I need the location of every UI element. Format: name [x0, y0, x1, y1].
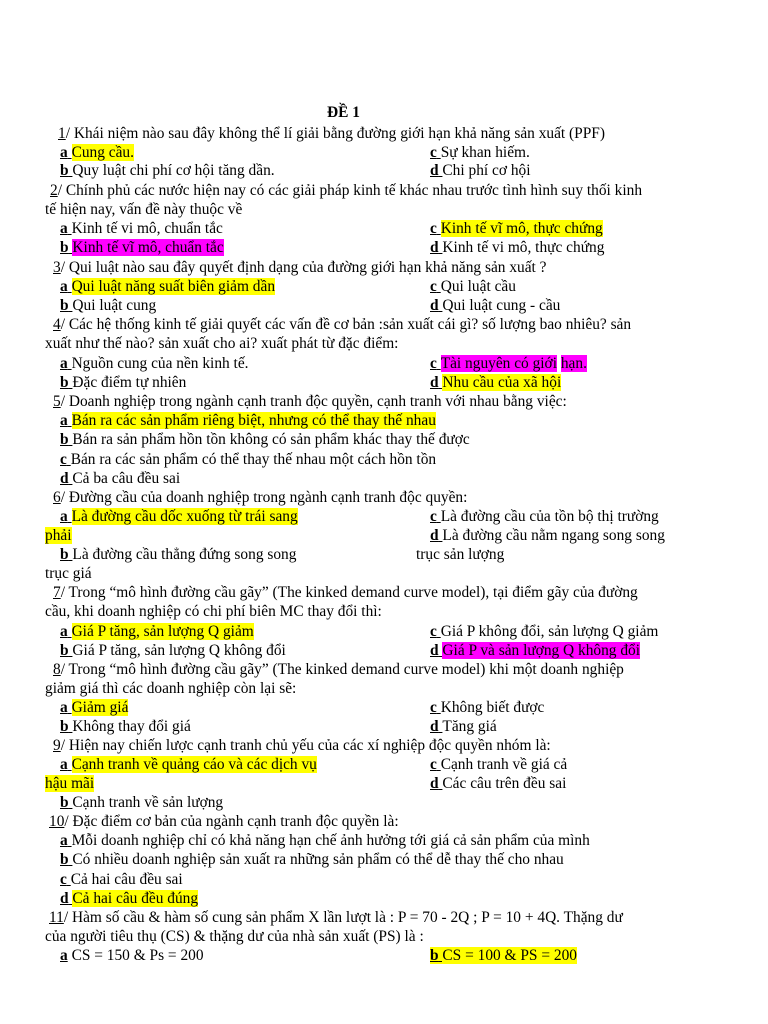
option-label: d — [430, 642, 439, 659]
option-label: d — [430, 718, 439, 735]
question-7 — [53, 583, 638, 602]
option-label: a — [60, 699, 68, 716]
option-label: a — [60, 756, 68, 773]
option-2a — [60, 219, 223, 238]
option-4d — [430, 373, 561, 392]
question-text: / Đường cầu của doanh nghiệp trong ngành cạnh tranh độc quyền: — [60, 489, 468, 506]
option-2c — [430, 219, 603, 238]
option-7b — [60, 641, 286, 660]
option-1d — [430, 161, 531, 180]
option-11a — [60, 946, 204, 965]
question-text: / Trong “mô hình đường cầu gãy” (The kinked demand curve model), tại điểm gãy của đường — [60, 584, 638, 601]
option-3b — [60, 296, 156, 315]
option-7d — [430, 641, 640, 660]
option-text: Có nhiều doanh nghiệp sản xuất ra những sản phẩm có thể dễ thay thế cho nhau — [72, 851, 564, 868]
option-text: Qui luật cầu — [440, 278, 516, 295]
option-label: c — [430, 508, 437, 525]
option-7a — [60, 622, 254, 641]
option-text: Tăng giá — [442, 718, 497, 735]
option-label: d — [430, 374, 439, 391]
option-8b — [60, 717, 191, 736]
option-label: d — [430, 775, 439, 792]
option-text: Các câu trên đều sai — [442, 775, 567, 792]
option-text: Cạnh tranh về quảng cáo và các dịch vụ — [71, 756, 317, 773]
option-label: b — [60, 374, 69, 391]
option-label: a — [60, 508, 68, 525]
question-number: 7 — [53, 584, 61, 601]
option-text: Nguồn cung của nền kinh tế. — [71, 355, 249, 372]
question-number: 8 — [53, 661, 61, 678]
option-6a — [60, 507, 298, 526]
option-label: c — [430, 623, 437, 640]
option-9a-cont — [45, 774, 94, 793]
option-text: Cạnh tranh về sản lượng — [72, 794, 224, 811]
option-9a — [60, 755, 317, 774]
option-label: a — [60, 412, 68, 429]
option-text: Kinh tế vĩ mô, chuẩn tắc — [72, 239, 224, 256]
option-text: Bán ra các sản phẩm có thể thay thế nhau một cách hồn tồn — [70, 451, 437, 468]
option-label: d — [60, 470, 69, 487]
option-label: a — [60, 623, 68, 640]
option-text: Qui luật cung — [72, 297, 157, 314]
option-text: CS = 150 & Ps = 200 — [71, 947, 204, 964]
option-1b — [60, 161, 275, 180]
option-10b — [60, 850, 564, 869]
option-text: Là đường cầu dốc xuống từ trái sang — [71, 508, 298, 525]
option-5c — [60, 450, 436, 469]
option-label: c — [60, 451, 67, 468]
question-4 — [53, 315, 631, 334]
option-label: c — [430, 756, 437, 773]
option-6b-cont: trục giá — [45, 565, 92, 582]
question-number: 5 — [53, 393, 61, 410]
option-6c — [430, 507, 659, 526]
option-label: b — [60, 431, 69, 448]
option-text: Giá P không đổi, sản lượng Q giảm — [440, 623, 659, 640]
question-number: 3 — [53, 259, 61, 276]
option-label: d — [430, 297, 439, 314]
question-1 — [58, 124, 605, 143]
option-label: b — [60, 546, 69, 563]
option-text: Tài nguyên có giới — [440, 355, 557, 372]
option-label: d — [430, 239, 439, 256]
option-6d-cont: trục sản lượng — [416, 546, 505, 563]
question-5 — [53, 392, 567, 411]
option-text: Kinh tế vi mô, thực chứng — [442, 239, 605, 256]
option-text: Chi phí cơ hội — [442, 162, 531, 179]
option-text: Giá P tăng, sản lượng Q không đổi — [72, 642, 286, 659]
option-label: a — [60, 144, 68, 161]
option-10d — [60, 889, 198, 908]
question-9 — [53, 736, 551, 755]
option-1a — [60, 143, 134, 162]
option-text: Không thay đổi giá — [72, 718, 191, 735]
question-number: 2 — [50, 182, 58, 199]
question-text: / Các hệ thống kinh tế giải quyết các vấn đề cơ bản :sản xuất cái gì? số lượng bao nhiêu? sản — [60, 316, 632, 333]
option-text: Giảm giá — [71, 699, 129, 716]
question-10 — [49, 812, 399, 831]
option-text: Cả ba câu đều sai — [72, 470, 181, 487]
option-text-cont: hậu mãi — [45, 775, 95, 792]
option-5a — [60, 411, 436, 430]
option-label: c — [430, 220, 437, 237]
option-text: Qui luật cung - cầu — [442, 297, 561, 314]
question-8 — [53, 660, 624, 679]
option-text: Là đường cầu nằm ngang song song — [442, 527, 665, 544]
option-label: c — [60, 871, 67, 888]
option-label: c — [430, 278, 437, 295]
option-label: a — [60, 278, 68, 295]
option-label: a — [60, 220, 68, 237]
question-2-cont: tế hiện nay, vấn đề này thuộc về — [45, 201, 243, 218]
question-number: 11 — [49, 909, 64, 926]
option-10a — [60, 831, 590, 850]
option-text-cont: hạn. — [560, 355, 587, 372]
question-6 — [53, 488, 467, 507]
option-text: Không biết được — [440, 699, 545, 716]
option-text: Nhu cầu của xã hội — [442, 374, 562, 391]
option-9d — [430, 774, 566, 793]
option-text: Đặc điểm tự nhiên — [72, 374, 187, 391]
option-text: Giá P tăng, sản lượng Q giảm — [71, 623, 254, 640]
question-text: / Doanh nghiệp trong ngành cạnh tranh độc quyền, cạnh tranh với nhau bằng việc: — [60, 393, 567, 410]
option-1c — [430, 143, 530, 162]
option-text: Kinh tế vi mô, chuẩn tắc — [71, 220, 223, 237]
question-text: / Hàm số cầu & hàm số cung sản phẩm X lần lượt là : P = 70 - 2Q ; P = 10 + 4Q. Thặng dư — [63, 909, 623, 926]
option-text: Là đường cầu của tồn bộ thị trường — [440, 508, 659, 525]
option-label: c — [430, 355, 437, 372]
option-text: Kinh tế vĩ mô, thực chứng — [440, 220, 603, 237]
option-3d — [430, 296, 560, 315]
option-3a — [60, 277, 275, 296]
question-7-cont: cầu, khi doanh nghiệp có chi phí biên MC thay đổi thì: — [45, 603, 382, 620]
question-text: / Qui luật nào sau đây quyết định dạng của đường giới hạn khả năng sản xuất ? — [60, 259, 547, 276]
option-label: d — [430, 527, 439, 544]
option-text: Cả hai câu đều sai — [70, 871, 183, 888]
question-number: 6 — [53, 489, 61, 506]
question-8-cont: giảm giá thì các doanh nghiệp còn lại sẽ: — [45, 680, 297, 697]
option-7c — [430, 622, 658, 641]
option-label: b — [430, 947, 439, 964]
option-label: a — [60, 832, 68, 849]
option-6b — [60, 545, 296, 564]
option-text: Cạnh tranh về giá cả — [440, 756, 568, 773]
option-4a — [60, 354, 249, 373]
option-label: c — [430, 699, 437, 716]
option-label: a — [60, 355, 68, 372]
option-5b — [60, 430, 470, 449]
option-label: c — [430, 144, 437, 161]
option-3c — [430, 277, 516, 296]
question-11 — [49, 908, 623, 927]
page-title: ĐỀ 1 — [327, 104, 360, 121]
option-6d — [430, 526, 665, 545]
option-text-cont: phải — [45, 527, 72, 544]
option-text: Là đường cầu thẳng đứng song song — [72, 546, 297, 563]
option-10c — [60, 870, 183, 889]
option-8a — [60, 698, 128, 717]
question-number: 1 — [58, 125, 66, 142]
question-number: 10 — [49, 813, 65, 830]
option-label: b — [60, 718, 69, 735]
question-4-cont: xuất như thế nào? sản xuất cho ai? xuất phát từ đặc điểm: — [45, 335, 399, 352]
option-label: b — [60, 239, 69, 256]
option-text: Giá P và sản lượng Q không đổi — [442, 642, 641, 659]
option-label: b — [60, 162, 69, 179]
question-text: / Chính phủ các nước hiện nay có các giải pháp kinh tế khác nhau trước tình hình suy thối kinh — [57, 182, 643, 199]
option-text: Bán ra sản phẩm hồn tồn không có sản phẩm khác thay thế được — [72, 431, 470, 448]
question-text: / Trong “mô hình đường cầu gãy” (The kinked demand curve model) khi một doanh nghiệp — [60, 661, 624, 678]
question-text: / Đặc điểm cơ bản của ngành cạnh tranh độc quyền là: — [64, 813, 399, 830]
option-text: Cả hai câu đều đúng — [72, 890, 199, 907]
option-text: Bán ra các sản phẩm riêng biệt, nhưng có thể thay thế nhau — [71, 412, 436, 429]
question-2 — [50, 181, 642, 200]
option-5d — [60, 469, 180, 488]
question-number: 9 — [53, 737, 61, 754]
option-2d — [430, 238, 604, 257]
question-number: 4 — [53, 316, 61, 333]
option-11b — [430, 946, 577, 965]
option-label: d — [60, 890, 69, 907]
option-4c — [430, 354, 587, 373]
option-label: b — [60, 794, 69, 811]
option-label: b — [60, 297, 69, 314]
option-text: Qui luật năng suất biên giảm dần — [71, 278, 276, 295]
question-text: / Hiện nay chiến lược cạnh tranh chủ yếu của các xí nghiệp độc quyền nhóm là: — [60, 737, 551, 754]
option-label: b — [60, 851, 69, 868]
option-6a-cont — [45, 526, 72, 545]
question-11-cont: của người tiêu thụ (CS) & thặng dư của nhà sản xuất (PS) là : — [45, 928, 424, 945]
option-2b — [60, 238, 224, 257]
question-text: / Khái niệm nào sau đây không thể lí giải bằng đường giới hạn khả năng sản xuất (PPF) — [65, 125, 605, 142]
option-9c — [430, 755, 567, 774]
option-4b — [60, 373, 186, 392]
option-8d — [430, 717, 497, 736]
option-text: CS = 100 & PS = 200 — [442, 947, 577, 964]
option-9b — [60, 793, 223, 812]
option-text: Mỗi doanh nghiệp chỉ có khả năng hạn chế ảnh hưởng tới giá cả sản phẩm của mình — [71, 832, 590, 849]
option-text: Quy luật chi phí cơ hội tăng dần. — [72, 162, 275, 179]
option-label: d — [430, 162, 439, 179]
option-8c — [430, 698, 544, 717]
question-3 — [53, 258, 547, 277]
option-text: Cung cầu. — [71, 144, 134, 161]
option-text: Sự khan hiếm. — [440, 144, 530, 161]
option-label: b — [60, 642, 69, 659]
option-label: a — [60, 947, 68, 964]
